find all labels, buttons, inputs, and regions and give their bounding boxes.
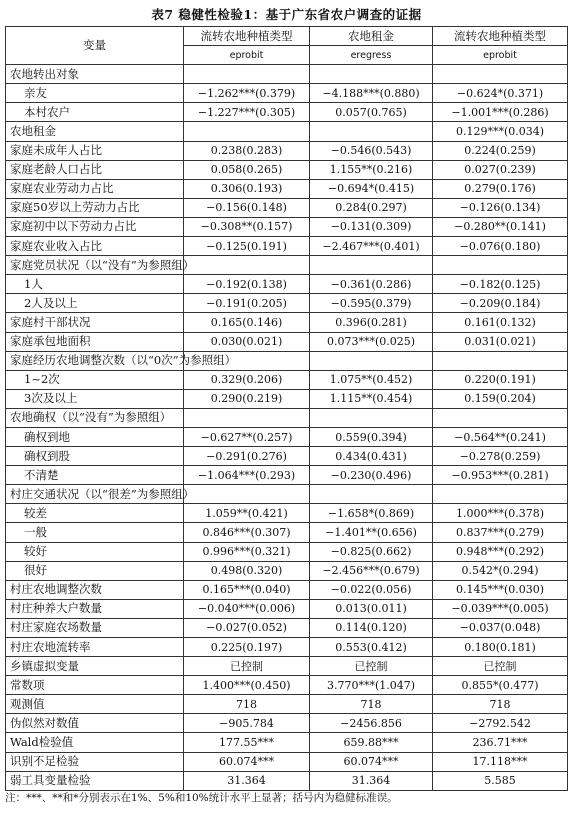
row-value-2: 0.559(0.394) xyxy=(310,427,433,446)
table-row xyxy=(6,122,568,141)
row-value-3: −0.953***(0.281) xyxy=(433,466,568,485)
table-row xyxy=(6,275,568,294)
table-row xyxy=(6,733,568,752)
row-value-3: 0.161(0.132) xyxy=(433,313,568,332)
row-label: 1人 xyxy=(6,275,184,294)
row-value-2: −0.361(0.286) xyxy=(310,275,433,294)
row-label: 2人及以上 xyxy=(6,294,184,313)
table-title: 表7 稳健性检验1：基于广东省农户调查的证据 xyxy=(151,7,422,22)
row-value-3: 0.948***(0.292) xyxy=(433,542,568,561)
row-value-1: −0.125(0.191) xyxy=(184,237,310,256)
table-row xyxy=(6,657,568,676)
table-row xyxy=(6,332,568,351)
table-row xyxy=(6,599,568,618)
table-row xyxy=(6,65,568,84)
row-value-1: 1.400***(0.450) xyxy=(184,676,310,695)
row-value-2: −1.401**(0.656) xyxy=(310,523,433,542)
row-value-3 xyxy=(433,65,568,84)
row-value-3: 5.585 xyxy=(433,771,568,790)
table-row xyxy=(6,294,568,313)
row-value-1: −0.308**(0.157) xyxy=(184,217,310,236)
table-row xyxy=(6,752,568,771)
row-label: 确权到股 xyxy=(6,447,184,466)
table-row xyxy=(6,695,568,714)
row-label: 村庄农地调整次数 xyxy=(6,580,184,599)
row-value-3: 1.000***(0.378) xyxy=(433,504,568,523)
row-value-1: 0.165***(0.040) xyxy=(184,580,310,599)
row-label: 农地租金 xyxy=(6,122,184,141)
row-value-2: −2456.856 xyxy=(310,714,433,733)
variable-header: 变量 xyxy=(6,27,184,65)
row-value-1: 0.329(0.206) xyxy=(184,370,310,389)
row-value-2: −0.230(0.496) xyxy=(310,466,433,485)
row-value-3: −0.126(0.134) xyxy=(433,198,568,217)
row-value-3: 0.220(0.191) xyxy=(433,370,568,389)
row-value-2: 0.013(0.011) xyxy=(310,599,433,618)
row-value-3: 236.71*** xyxy=(433,733,568,752)
row-value-3: 已控制 xyxy=(433,657,568,676)
row-value-3: −0.209(0.184) xyxy=(433,294,568,313)
row-value-2: −0.546(0.543) xyxy=(310,141,433,160)
row-label: 家庭经历农地调整次数（以“0次”为参照组） xyxy=(6,351,184,370)
row-value-1: −1.262***(0.379) xyxy=(184,84,310,103)
table-row xyxy=(6,370,568,389)
row-value-1: 0.058(0.265) xyxy=(184,160,310,179)
row-label: 亲友 xyxy=(6,84,184,103)
row-value-2 xyxy=(310,256,433,275)
row-value-1: 31.364 xyxy=(184,771,310,790)
row-label: 弱工具变量检验 xyxy=(6,771,184,790)
row-value-1: 0.165(0.146) xyxy=(184,313,310,332)
row-value-3: −0.564**(0.241) xyxy=(433,427,568,446)
table-row xyxy=(6,389,568,408)
row-value-3: 0.855*(0.477) xyxy=(433,676,568,695)
table-row xyxy=(6,618,568,637)
table-row xyxy=(6,141,568,160)
row-label: 家庭党员状况（以“没有”为参照组） xyxy=(6,256,184,275)
row-label: 村庄交通状况（以“很差”为参照组） xyxy=(6,485,184,504)
row-value-1: −0.027(0.052) xyxy=(184,618,310,637)
table-row xyxy=(6,485,568,504)
row-value-2: 0.396(0.281) xyxy=(310,313,433,332)
row-value-3: −2792.542 xyxy=(433,714,568,733)
row-value-1 xyxy=(184,65,310,84)
row-label: 较好 xyxy=(6,542,184,561)
row-value-3: 0.279(0.176) xyxy=(433,179,568,198)
row-label: 家庭村干部状况 xyxy=(6,313,184,332)
row-value-2: −1.658*(0.869) xyxy=(310,504,433,523)
table-note: 注：***、**和*分别表示在1%、5%和10%统计水平上显著；括号内为稳健标准误。 xyxy=(5,792,398,804)
table-row xyxy=(6,103,568,122)
table-row xyxy=(6,313,568,332)
table-row xyxy=(6,351,568,370)
method-header-2: eregress xyxy=(310,46,433,65)
row-value-3: −0.624*(0.371) xyxy=(433,84,568,103)
table-row xyxy=(6,466,568,485)
row-value-3: 0.145***(0.030) xyxy=(433,580,568,599)
row-value-2: 718 xyxy=(310,695,433,714)
row-value-3: −0.039***(0.005) xyxy=(433,599,568,618)
table-row xyxy=(6,217,568,236)
row-value-2 xyxy=(310,65,433,84)
row-label: 常数项 xyxy=(6,676,184,695)
table-row xyxy=(6,714,568,733)
method-header-1: eprobit xyxy=(184,46,310,65)
row-label: 村庄农地流转率 xyxy=(6,638,184,657)
row-value-2: 0.284(0.297) xyxy=(310,198,433,217)
row-value-2: 0.073***(0.025) xyxy=(310,332,433,351)
row-value-1: −1.064***(0.293) xyxy=(184,466,310,485)
row-label: 家庭未成年人占比 xyxy=(6,141,184,160)
table-row xyxy=(6,771,568,790)
row-value-3: 17.118*** xyxy=(433,752,568,771)
row-value-3: 0.129***(0.034) xyxy=(433,122,568,141)
results-table xyxy=(5,26,568,791)
row-value-2: 60.074*** xyxy=(310,752,433,771)
row-value-2: −4.188***(0.880) xyxy=(310,84,433,103)
row-value-1: 0.030(0.021) xyxy=(184,332,310,351)
row-value-3: −0.076(0.180) xyxy=(433,237,568,256)
row-value-2: −2.467***(0.401) xyxy=(310,237,433,256)
row-value-3: −0.182(0.125) xyxy=(433,275,568,294)
table-header xyxy=(6,27,568,65)
row-value-1: −0.192(0.138) xyxy=(184,275,310,294)
row-label: Wald检验值 xyxy=(6,733,184,752)
row-label: 家庭初中以下劳动力占比 xyxy=(6,217,184,236)
row-value-2: −0.595(0.379) xyxy=(310,294,433,313)
row-label: 1~2次 xyxy=(6,370,184,389)
table-row xyxy=(6,237,568,256)
row-label: 村庄家庭农场数量 xyxy=(6,618,184,637)
row-value-2: 0.553(0.412) xyxy=(310,638,433,657)
row-value-1: 0.290(0.219) xyxy=(184,389,310,408)
row-value-2 xyxy=(310,351,433,370)
row-value-1: 1.059**(0.421) xyxy=(184,504,310,523)
row-value-1: 0.225(0.197) xyxy=(184,638,310,657)
table-row xyxy=(6,198,568,217)
row-value-2: 0.434(0.431) xyxy=(310,447,433,466)
table-row xyxy=(6,580,568,599)
row-value-2: −0.131(0.309) xyxy=(310,217,433,236)
row-value-1: −0.156(0.148) xyxy=(184,198,310,217)
row-value-2: 659.88*** xyxy=(310,733,433,752)
row-value-2: 1.075**(0.452) xyxy=(310,370,433,389)
row-value-3 xyxy=(433,485,568,504)
row-value-1: 177.55*** xyxy=(184,733,310,752)
row-value-3: −0.280**(0.141) xyxy=(433,217,568,236)
table-row xyxy=(6,561,568,580)
row-label: 家庭老龄人口占比 xyxy=(6,160,184,179)
row-value-1: −905.784 xyxy=(184,714,310,733)
row-label: 家庭农业劳动力占比 xyxy=(6,179,184,198)
row-value-1: 0.996***(0.321) xyxy=(184,542,310,561)
row-value-2: 1.155**(0.216) xyxy=(310,160,433,179)
column-header-2: 农地租金 xyxy=(310,27,433,46)
row-value-2 xyxy=(310,485,433,504)
table-row xyxy=(6,84,568,103)
row-value-2: −0.825(0.662) xyxy=(310,542,433,561)
row-label: 农地转出对象 xyxy=(6,65,184,84)
table-row xyxy=(6,638,568,657)
row-label: 不清楚 xyxy=(6,466,184,485)
row-label: 3次及以上 xyxy=(6,389,184,408)
row-label: 村庄种养大户数量 xyxy=(6,599,184,618)
row-value-2: 3.770***(1.047) xyxy=(310,676,433,695)
row-value-2 xyxy=(310,122,433,141)
row-label: 家庭农业收入占比 xyxy=(6,237,184,256)
row-value-1: −0.191(0.205) xyxy=(184,294,310,313)
row-value-1: 718 xyxy=(184,695,310,714)
row-value-3: 0.224(0.259) xyxy=(433,141,568,160)
row-value-2: 0.057(0.765) xyxy=(310,103,433,122)
row-value-2: −0.022(0.056) xyxy=(310,580,433,599)
table-row xyxy=(6,523,568,542)
row-label: 一般 xyxy=(6,523,184,542)
row-value-3: −0.037(0.048) xyxy=(433,618,568,637)
table-row xyxy=(6,427,568,446)
row-value-1: 0.306(0.193) xyxy=(184,179,310,198)
row-value-1: −0.627**(0.257) xyxy=(184,427,310,446)
row-value-3: 0.180(0.181) xyxy=(433,638,568,657)
row-value-1 xyxy=(184,485,310,504)
row-value-2 xyxy=(310,408,433,427)
column-header-3: 流转农地种植类型 xyxy=(433,27,568,46)
table-row xyxy=(6,676,568,695)
method-header-3: eprobit xyxy=(433,46,568,65)
row-value-2: 31.364 xyxy=(310,771,433,790)
row-value-2: 1.115**(0.454) xyxy=(310,389,433,408)
row-value-1: −0.040***(0.006) xyxy=(184,599,310,618)
row-label: 识别不足检验 xyxy=(6,752,184,771)
column-header-1: 流转农地种植类型 xyxy=(184,27,310,46)
row-value-3: 0.027(0.239) xyxy=(433,160,568,179)
row-value-3: −1.001***(0.286) xyxy=(433,103,568,122)
row-value-1: 0.498(0.320) xyxy=(184,561,310,580)
row-value-2: −0.694*(0.415) xyxy=(310,179,433,198)
table-row xyxy=(6,504,568,523)
table-row xyxy=(6,256,568,275)
table-row xyxy=(6,160,568,179)
row-value-1 xyxy=(184,408,310,427)
row-label: 乡镇虚拟变量 xyxy=(6,657,184,676)
table-body xyxy=(6,65,568,791)
table-row xyxy=(6,447,568,466)
row-value-3: 0.031(0.021) xyxy=(433,332,568,351)
row-label: 确权到地 xyxy=(6,427,184,446)
table-row xyxy=(6,542,568,561)
row-value-1: 0.846***(0.307) xyxy=(184,523,310,542)
row-value-1: −0.291(0.276) xyxy=(184,447,310,466)
row-label: 农地确权（以“没有”为参照组） xyxy=(6,408,184,427)
row-value-1: 已控制 xyxy=(184,657,310,676)
row-value-3: −0.278(0.259) xyxy=(433,447,568,466)
row-value-1 xyxy=(184,256,310,275)
row-value-3 xyxy=(433,351,568,370)
row-label: 伪似然对数值 xyxy=(6,714,184,733)
row-value-2: 已控制 xyxy=(310,657,433,676)
row-label: 观测值 xyxy=(6,695,184,714)
row-value-3: 0.159(0.204) xyxy=(433,389,568,408)
row-label: 本村农户 xyxy=(6,103,184,122)
row-value-3: 0.837***(0.279) xyxy=(433,523,568,542)
table-row xyxy=(6,408,568,427)
row-value-3: 718 xyxy=(433,695,568,714)
row-label: 家庭50岁以上劳动力占比 xyxy=(6,198,184,217)
row-label: 较差 xyxy=(6,504,184,523)
table-row xyxy=(6,179,568,198)
row-value-1: 0.238(0.283) xyxy=(184,141,310,160)
row-value-3 xyxy=(433,408,568,427)
row-value-2: −2.456***(0.679) xyxy=(310,561,433,580)
row-label: 很好 xyxy=(6,561,184,580)
row-value-1: −1.227***(0.305) xyxy=(184,103,310,122)
row-value-3: 0.542*(0.294) xyxy=(433,561,568,580)
row-value-2: 0.114(0.120) xyxy=(310,618,433,637)
row-value-1 xyxy=(184,122,310,141)
row-value-1: 60.074*** xyxy=(184,752,310,771)
row-value-3 xyxy=(433,256,568,275)
row-label: 家庭承包地面积 xyxy=(6,332,184,351)
